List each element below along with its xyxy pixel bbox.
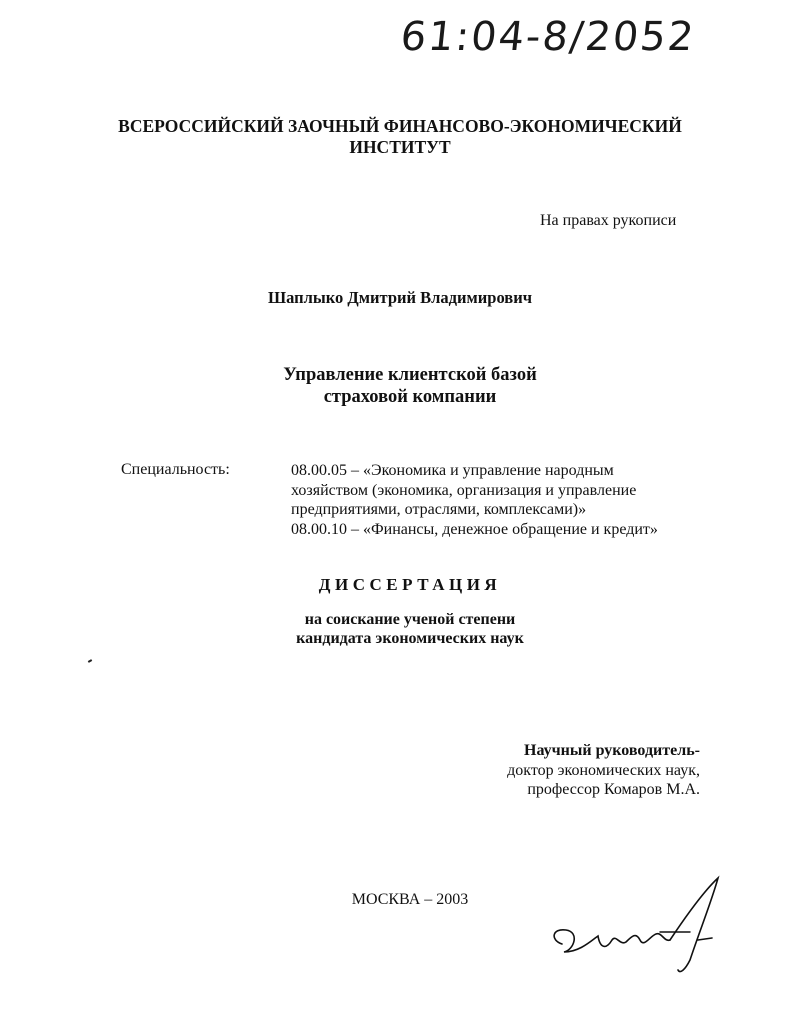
signature-icon bbox=[540, 870, 740, 980]
specialty-text bbox=[291, 461, 711, 539]
manuscript-rights: На правах рукописи bbox=[540, 212, 677, 229]
supervisor-heading: Научный руководитель- bbox=[524, 742, 700, 759]
specialty-line: предприятиями, отраслями, комплексами)» bbox=[291, 501, 587, 518]
degree-sought bbox=[160, 610, 660, 648]
supervisor-name: профессор Комаров М.А. bbox=[527, 781, 700, 798]
specialty-label: Специальность: bbox=[121, 461, 230, 478]
scan-speck bbox=[88, 659, 92, 663]
title-line-2: страховой компании bbox=[323, 387, 497, 407]
specialty-line: 08.00.05 – «Экономика и управление народным bbox=[291, 462, 614, 479]
archive-code-handwritten: 61:04-8/2052 bbox=[398, 14, 698, 60]
supervisor-block bbox=[430, 741, 700, 800]
specialty-line: хозяйством (экономика, организация и управление bbox=[291, 481, 637, 499]
city-year: МОСКВА – 2003 bbox=[351, 891, 469, 908]
author-name: Шаплыко Дмитрий Владимирович bbox=[267, 288, 533, 307]
supervisor-degree: доктор экономических наук, bbox=[507, 761, 700, 779]
institute-line-1: ВСЕРОССИЙСКИЙ ЗАОЧНЫЙ ФИНАНСОВО-ЭКОНОМИЧЕСКИЙ bbox=[118, 116, 682, 136]
dissertation-title bbox=[160, 364, 660, 408]
institute-name bbox=[60, 116, 740, 158]
degree-line-2: кандидата экономических наук bbox=[296, 630, 524, 647]
document-type: ДИССЕРТАЦИЯ bbox=[318, 575, 502, 594]
specialty-line: 08.00.10 – «Финансы, денежное обращение и кредит» bbox=[291, 520, 658, 538]
institute-line-2: ИНСТИТУТ bbox=[349, 137, 451, 157]
title-line-1: Управление клиентской базой bbox=[283, 365, 537, 385]
degree-line-1: на соискание ученой степени bbox=[304, 611, 516, 628]
